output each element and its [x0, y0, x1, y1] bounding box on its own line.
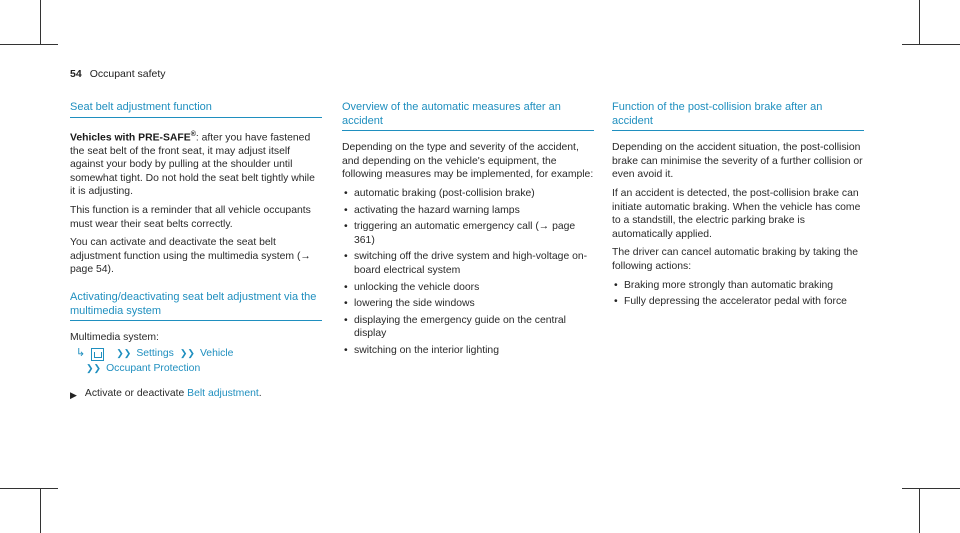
paragraph-pre-safe	[70, 128, 322, 199]
column-post-collision	[612, 101, 864, 314]
chevron-double-icon: ❯❯	[86, 363, 102, 374]
nav-row-2	[70, 362, 322, 377]
step-end: .	[258, 387, 262, 399]
paragraph-overview-intro: Depending on the type and severity of the accident, and depending on the vehicle's equipment, the following measures may be implemented, for example:	[342, 142, 594, 181]
paragraph-post-collision-1: Depending on the accident situation, the post-collision brake can minimise the severity of a further collision or even avoid it.	[612, 142, 863, 181]
nav-row-1	[70, 347, 322, 362]
page-header	[70, 68, 166, 80]
list-item: • lowering the side windows	[342, 297, 594, 311]
list-item: • switching off the drive system and high-voltage on-board electrical system	[342, 250, 594, 277]
paragraph-post-collision-2: If an accident is detected, the post-collision brake can initiate automatic braking. When the vehicle has come to a standstill, the electric parking brake is automatically applied.	[612, 187, 861, 240]
belt-adjustment-link: Belt adjustment	[187, 387, 259, 399]
paragraph-activate-info: You can activate and deactivate the seat belt adjustment function using the multimedia system (→ page 54).	[70, 237, 311, 276]
home-icon	[91, 348, 104, 361]
nav-occupant-protection: Occupant Protection	[106, 363, 201, 375]
play-triangle-icon: ▶	[70, 389, 77, 400]
measures-list	[342, 187, 594, 358]
paragraph-multimedia-system: Multimedia system:	[70, 332, 159, 344]
chevron-double-icon: ❯❯	[116, 348, 132, 359]
navigation-path	[70, 347, 322, 377]
nav-vehicle: Vehicle	[199, 348, 234, 360]
crop-mark	[902, 44, 960, 45]
crop-mark	[40, 0, 41, 44]
cancel-actions-list	[612, 279, 864, 309]
list-item: • unlocking the vehicle doors	[342, 281, 594, 295]
step-text: Activate or deactivate	[84, 387, 188, 399]
column-seat-belt	[70, 101, 322, 402]
pre-safe-label: Vehicles with PRE-SAFE	[70, 132, 191, 144]
heading-overview-automatic-measures: Overview of the automatic measures after an accident	[342, 101, 594, 131]
list-item: • displaying the emergency guide on the central display	[342, 314, 594, 341]
list-item: • automatic braking (post-collision brake)	[342, 187, 594, 201]
list-item: • Braking more strongly than automatic braking	[612, 279, 864, 293]
arrow-right-icon: ↳	[76, 347, 86, 360]
nav-settings: Settings	[136, 348, 174, 360]
column-overview	[342, 101, 594, 363]
list-item: • Fully depressing the accelerator pedal with force	[612, 295, 864, 309]
crop-mark	[0, 488, 58, 489]
crop-mark	[902, 488, 960, 489]
paragraph-post-collision-3: The driver can cancel automatic braking by taking the following actions:	[612, 247, 859, 272]
list-item: • triggering an automatic emergency call (→ page 361)	[342, 220, 594, 247]
page-title: Occupant safety	[89, 68, 166, 80]
step-text-wrapper	[85, 387, 262, 401]
instruction-step	[70, 387, 322, 403]
list-item: • activating the hazard warning lamps	[342, 204, 594, 218]
paragraph-reminder: This function is a reminder that all vehicle occupants must wear their seat belts correctly.	[70, 205, 311, 230]
registered-mark: ®	[190, 130, 196, 138]
crop-mark	[919, 0, 920, 44]
chevron-double-icon: ❯❯	[179, 348, 195, 359]
heading-post-collision-brake: Function of the post-collision brake after an accident	[612, 101, 864, 131]
list-item: • switching on the interior lighting	[342, 344, 594, 358]
pre-safe-text: : after you have fastened the seat belt of the front seat, it may adjust itself against your body by pulling at the shoulder until somewhat tight. Do not hold the seat belt tightly while it is adjusting.	[70, 132, 315, 198]
heading-seat-belt-adjustment: Seat belt adjustment function	[70, 101, 322, 118]
page-number: 54	[70, 68, 82, 80]
crop-mark	[0, 44, 58, 45]
crop-mark	[919, 488, 920, 533]
crop-mark	[40, 488, 41, 533]
heading-activating-via-multimedia: Activating/deactivating seat belt adjustment via the multimedia system	[70, 291, 322, 321]
